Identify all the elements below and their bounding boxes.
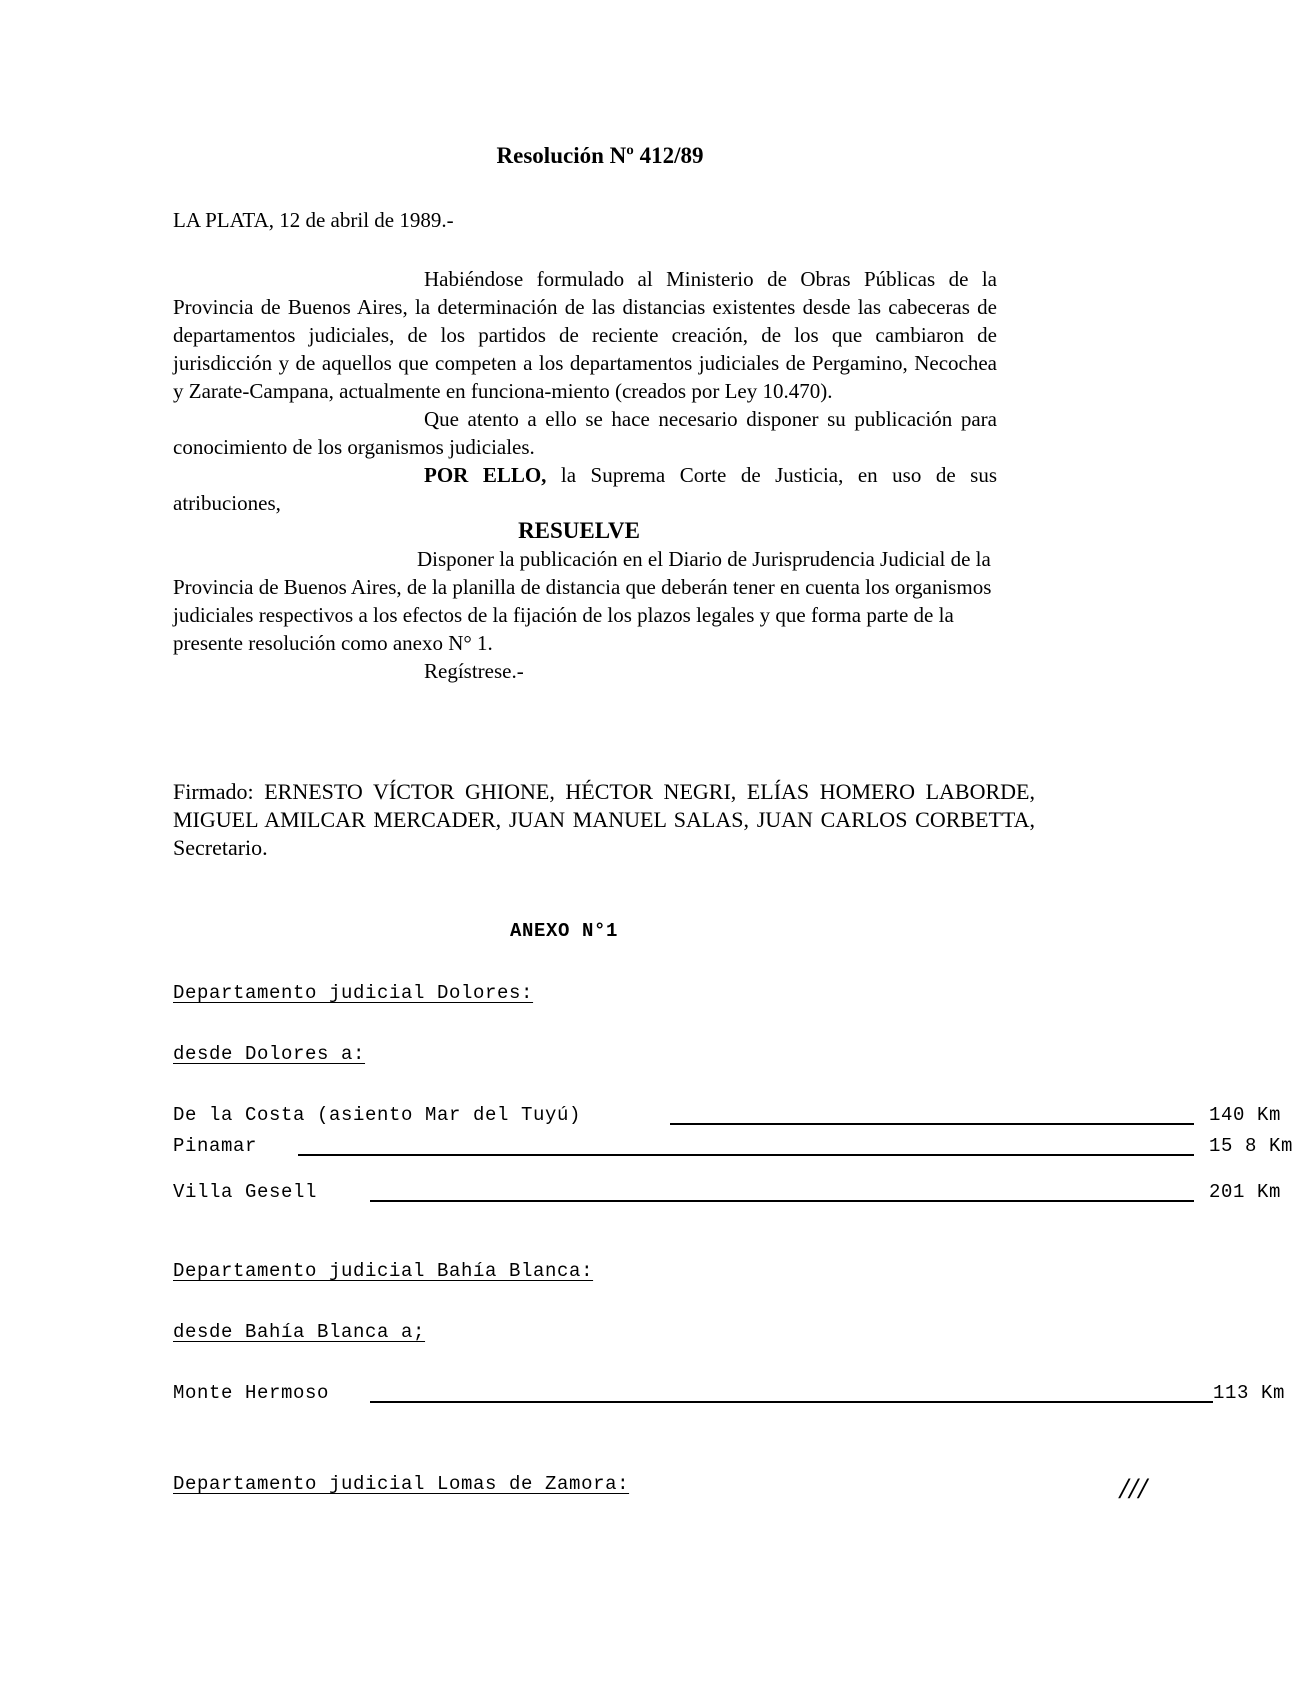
place-name: Villa Gesell	[173, 1181, 318, 1203]
leader-line	[670, 1123, 1194, 1125]
distance-value: 201 Km	[1209, 1181, 1282, 1203]
distance-value: 140 Km	[1209, 1104, 1282, 1126]
resuelve-heading: RESUELVE	[518, 518, 640, 543]
dept-dolores-heading: Departamento judicial Dolores:	[173, 982, 534, 1004]
paragraph-4	[173, 545, 997, 657]
place-name: De la Costa (asiento Mar del Tuyú)	[173, 1104, 582, 1126]
anexo-heading: ANEXO N°1	[510, 920, 619, 942]
leader-line	[370, 1200, 1194, 1202]
place-name: Monte Hermoso	[173, 1382, 330, 1404]
desde-bahia-heading: desde Bahía Blanca a;	[173, 1321, 426, 1343]
paragraph-3-text: la Suprema Corte de Justicia, en uso de sus atribuciones,	[173, 463, 997, 515]
paragraph-4-text: Disponer la publicación en el Diario de Jurisprudencia Judicial de la Provincia de Buenos Aires, de la planilla de distancia que deberán tener en cuenta los organismos judiciales respectivos a los efectos de la fijación de los plazos legales y que forma parte de la presente resolución como anexo N° 1.	[173, 547, 992, 655]
distance-value: 113 Km	[1213, 1382, 1286, 1404]
por-ello-label: POR ELLO,	[424, 463, 547, 487]
paragraph-2-text: Que atento a ello se hace necesario disponer su publicación para conocimiento de los organismos judiciales.	[173, 407, 997, 459]
registrese-text: Regístrese.-	[424, 659, 524, 683]
place-name: Pinamar	[173, 1135, 258, 1157]
continuation-mark: ///	[1119, 1472, 1148, 1505]
distance-value: 15 8 Km	[1209, 1135, 1293, 1157]
distance-row	[173, 1104, 1282, 1130]
dept-bahia-heading: Departamento judicial Bahía Blanca:	[173, 1260, 594, 1282]
leader-line	[298, 1154, 1194, 1156]
desde-dolores-heading: desde Dolores a:	[173, 1043, 366, 1065]
resolution-title: Resolución Nº 412/89	[496, 143, 704, 168]
date-line: LA PLATA, 12 de abril de 1989.-	[173, 208, 454, 232]
body-text	[173, 265, 997, 685]
leader-line	[370, 1401, 1213, 1403]
paragraph-1-text: Habiéndose formulado al Ministerio de Obras Públicas de la Provincia de Buenos Aires, la determinación de las distancias existentes desde las cabeceras de departamentos judiciales, de los partidos de reciente creación, de los que cambiaron de jurisdicción y de aquellos que competen a los departamentos judiciales de Pergamino, Necochea y Zarate-Campana, actualmente en funciona-miento (creados por Ley 10.470).	[173, 267, 997, 403]
distance-row	[173, 1135, 1293, 1161]
distance-row	[173, 1181, 1282, 1207]
paragraph-3	[173, 461, 997, 517]
paragraph-1	[173, 265, 997, 405]
paragraph-2	[173, 405, 997, 461]
distance-row	[173, 1382, 1286, 1408]
signers-block: Firmado: ERNESTO VÍCTOR GHIONE, HÉCTOR NEGRI, ELÍAS HOMERO LABORDE, MIGUEL AMILCAR MERCADER, JUAN MANUEL SALAS, JUAN CARLOS CORBETTA, Secretario.	[173, 779, 1035, 860]
paragraph-5	[173, 657, 997, 685]
dept-lomas-heading: Departamento judicial Lomas de Zamora:	[173, 1473, 630, 1495]
